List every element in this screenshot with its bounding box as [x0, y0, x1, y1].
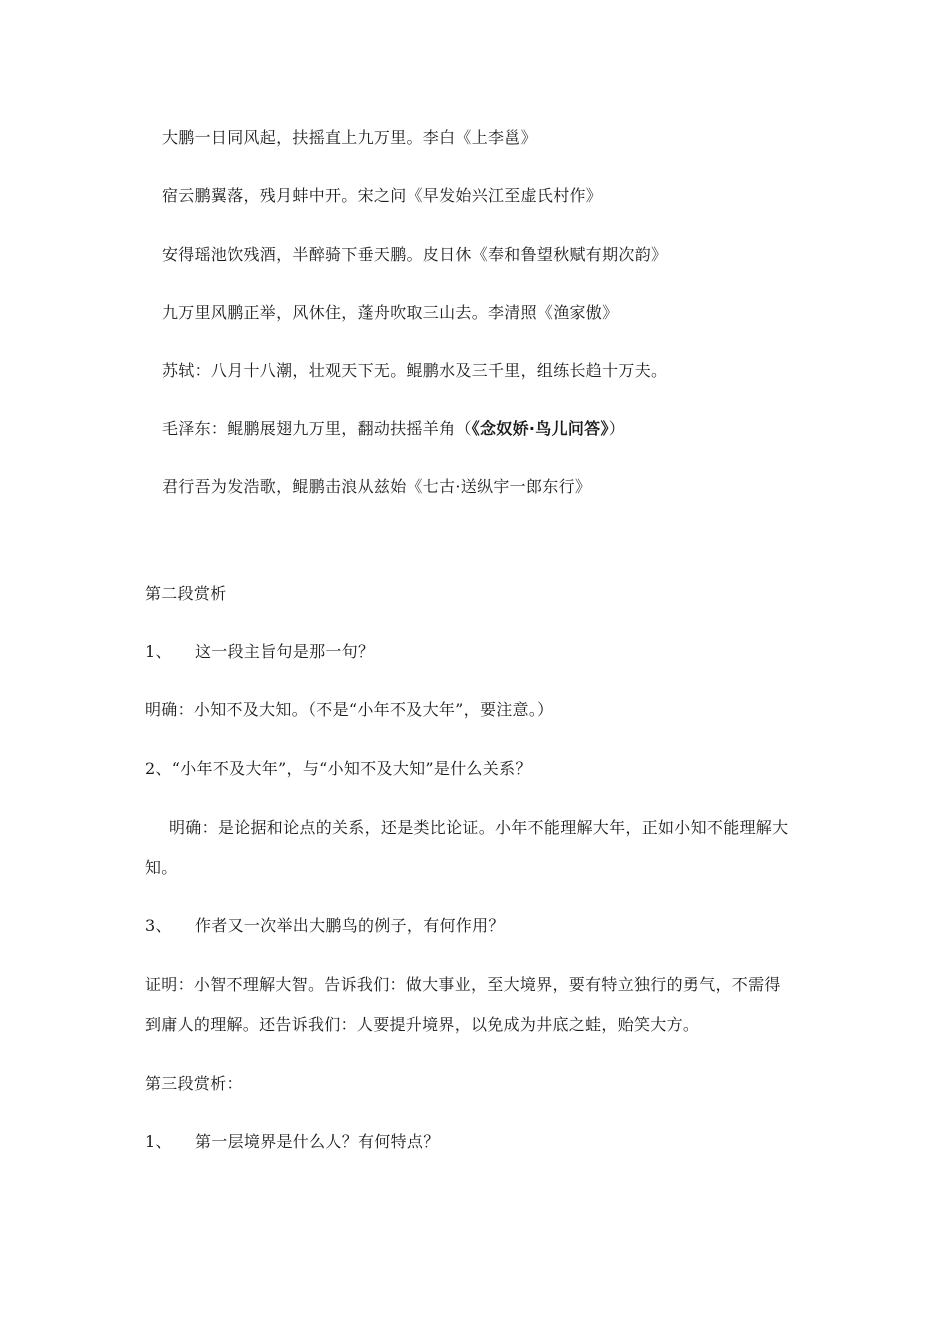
section2-answer-3-line-2: 到庸人的理解。还告诉我们：人要提升境界，以免成为井底之蛙，贻笑大方。	[145, 1015, 700, 1034]
section2-question-1	[145, 642, 374, 662]
section2-question-3	[145, 916, 505, 936]
section3-question-1	[145, 1132, 440, 1152]
section3-heading: 第三段赏析：	[145, 1074, 243, 1093]
question-text: 这一段主旨句是那一句？	[195, 642, 375, 661]
quote-line-3: 安得瑶池饮残酒，半醉骑下垂天鹏。皮日休《奉和鲁望秋赋有期次韵》	[162, 245, 668, 264]
section2-answer-2-line-1: 明确：是论据和论点的关系，还是类比论证。小年不能理解大年，正如小知不能理解大	[169, 818, 789, 837]
quote-line-2: 宿云鹏翼落，残月蚌中开。宋之问《早发始兴江至虚氏村作》	[162, 186, 603, 205]
question-text: 第一层境界是什么人？有何特点？	[195, 1132, 440, 1151]
quote-line-6-text: 毛泽东：鲲鹏展翅九万里，翻动扶摇羊角（	[162, 419, 472, 438]
quote-line-6	[162, 419, 625, 439]
quote-line-1: 大鹏一日同风起，扶摇直上九万里。李白《上李邕》	[162, 128, 537, 147]
section2-question-2: 2、“小年不及大年”，与“小知不及大知”是什么关系？	[145, 759, 532, 778]
question-text: 作者又一次举出大鹏鸟的例子，有何作用？	[195, 916, 505, 935]
section2-heading: 第二段赏析	[145, 584, 227, 603]
quote-line-6-bold-title: 《念奴娇·鸟儿问答》	[471, 419, 609, 438]
question-number: 3、	[145, 916, 172, 935]
question-number: 1、	[145, 1132, 172, 1151]
quote-line-5: 苏轼：八月十八潮，壮观天下无。鲲鹏水及三千里，组练长趋十万夫。	[162, 361, 668, 380]
section2-answer-1: 明确：小知不及大知。（不是“小年不及大年”，要注意。）	[145, 700, 554, 719]
section2-answer-2-line-2: 知。	[145, 858, 178, 877]
question-number: 1、	[145, 642, 172, 661]
quote-line-7: 君行吾为发浩歌，鲲鹏击浪从兹始《七古·送纵宇一郎东行》	[162, 477, 592, 496]
section2-answer-3-line-1: 证明：小智不理解大智。告诉我们：做大事业，至大境界，要有特立独行的勇气，不需得	[145, 975, 781, 994]
quote-line-4: 九万里风鹏正举，风休住，蓬舟吹取三山去。李清照《渔家傲》	[162, 303, 619, 322]
quote-line-6-close: ）	[608, 419, 626, 438]
